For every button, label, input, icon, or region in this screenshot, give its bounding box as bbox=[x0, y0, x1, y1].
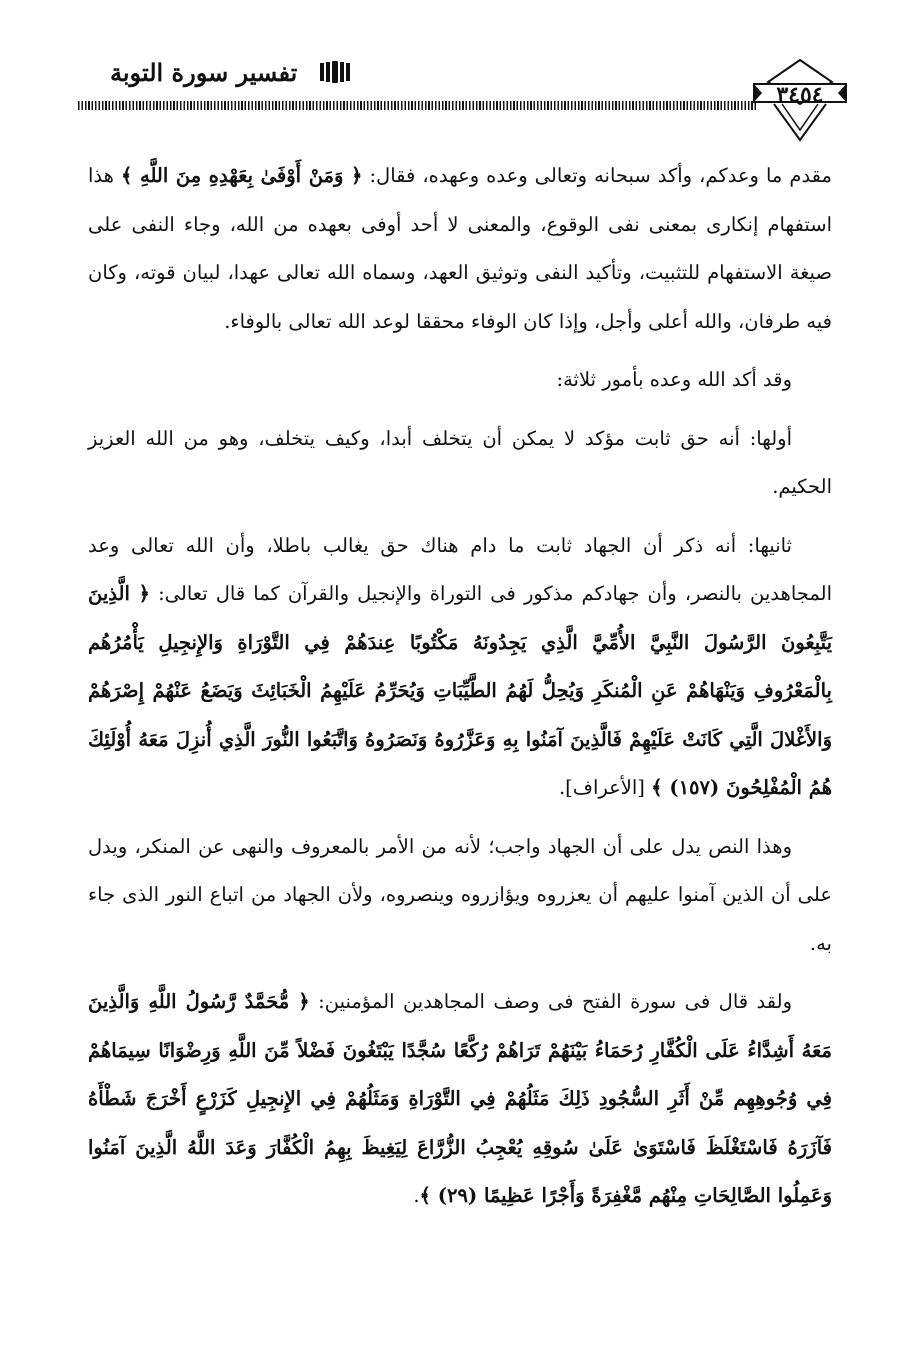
paragraph: أولها: أنه حق ثابت مؤكد لا يمكن أن يتخلف أبدا، وكيف يتخلف، وهو من الله العزيز الحكيم. bbox=[88, 426, 832, 498]
paragraph-text: هذا استفهام إنكارى بمعنى نفى الوقوع، والمعنى لا أحد أوفى بعهده من الله، وجاء النفى على صيغة الاستفهام للتثبيت، وتأكيد النفى وتوثيق العهد، وسماه الله تعالى عهدا، لبيان قوته، وكان فيه طرفان، والله أعلى وأجل، وإذا كان الوفاء محققا لوعد الله تعالى بالوفاء. bbox=[88, 164, 832, 333]
paragraph: وقد أكد الله وعده بأمور ثلاثة: bbox=[556, 368, 792, 391]
quran-verse: ﴿ مُّحَمَّدٌ رَّسُولُ اللَّهِ وَالَّذِينَ مَعَهُ أَشِدَّاءُ عَلَى الْكُفَّارِ رُحَمَاءُ بَيْنَهُمْ تَرَاهُمْ رُكَّعًا سُجَّدًا يَبْتَغُونَ فَضْلاً مِّنَ اللَّهِ وَرِضْوَانًا سِيمَاهُمْ فِي وُجُوهِهِم مِّنْ أَثَرِ السُّجُودِ ذَلِكَ مَثَلُهُمْ فِي التَّوْرَاةِ وَمَثَلُهُمْ فِي الإِنجِيلِ كَزَرْعٍ أَخْرَجَ شَطْأَهُ فَآزَرَهُ فَاسْتَغْلَظَ فَاسْتَوَىٰ عَلَىٰ سُوقِهِ يُعْجِبُ الزُّرَّاعَ لِيَغِيظَ بِهِمُ الْكُفَّارَ وَعَدَ اللَّهُ الَّذِينَ آمَنُوا وَعَمِلُوا الصَّالِحَاتِ مِنْهُم مَّغْفِرَةً وَأَجْرًا عَظِيمًا (٢٩) ﴾ bbox=[88, 990, 832, 1207]
paragraph: وهذا النص يدل على أن الجهاد واجب؛ لأنه من الأمر بالمعروف والنهى عن المنكر، ويدل على أن الذين آمنوا عليهم أن يعزروه ويؤازروه وينصروه، ولأن الجهاد من اتباع النور الذى جاء به. bbox=[88, 834, 832, 955]
page-number: ٣٤٥٤ bbox=[776, 82, 824, 108]
paragraph bbox=[88, 978, 832, 1221]
ornament-icon bbox=[318, 60, 354, 84]
verse-reference: [الأعراف]. bbox=[558, 776, 652, 799]
paragraph bbox=[88, 522, 832, 813]
paragraph-text: مقدم ما وعدكم، وأكد سبحانه وتعالى وعده وعهده، فقال: bbox=[362, 164, 832, 187]
quran-verse: ﴿ الَّذِينَ يَتَّبِعُونَ الرَّسُولَ النَّبِيَّ الأُمِّيَّ الَّذِي يَجِدُونَهُ مَكْتُوبًا عِندَهُمْ فِي التَّوْرَاةِ وَالإِنجِيلِ يَأْمُرُهُم بِالْمَعْرُوفِ وَيَنْهَاهُمْ عَنِ الْمُنكَرِ وَيُحِلُّ لَهُمُ الطَّيِّبَاتِ وَيُحَرِّمُ عَلَيْهِمُ الْخَبَائِثَ وَيَضَعُ عَنْهُمْ إِصْرَهُمْ وَالأَغْلالَ الَّتِي كَانَتْ عَلَيْهِمْ فَالَّذِينَ آمَنُوا بِهِ وَعَزَّرُوهُ وَنَصَرُوهُ وَاتَّبَعُوا النُّورَ الَّذِي أُنزِلَ مَعَهُ أُوْلَئِكَ هُمُ الْمُفْلِحُونَ (١٥٧) ﴾ bbox=[88, 582, 832, 799]
surah-title: تفسير سورة التوبة bbox=[110, 58, 298, 87]
paragraph-text: . bbox=[413, 1184, 420, 1207]
page-header bbox=[0, 0, 915, 150]
paragraph-text: ولقد قال فى سورة الفتح فى وصف المجاهدين المؤمنين: bbox=[309, 990, 793, 1013]
header-rule bbox=[78, 101, 758, 110]
page-body bbox=[88, 152, 832, 1231]
paragraph bbox=[88, 152, 832, 346]
quran-verse: ﴿ وَمَنْ أَوْفَىٰ بِعَهْدِهِ مِنَ اللَّهِ ﴾ bbox=[120, 164, 363, 187]
paragraph-text: ثانيها: أنه ذكر أن الجهاد ثابت ما دام هناك حق يغالب باطلا، وأن الله تعالى وعد المجاهدين بالنصر، وأن جهادكم مذكور فى التوراة والإنجيل والقرآن كما قال تعالى: bbox=[88, 533, 832, 605]
